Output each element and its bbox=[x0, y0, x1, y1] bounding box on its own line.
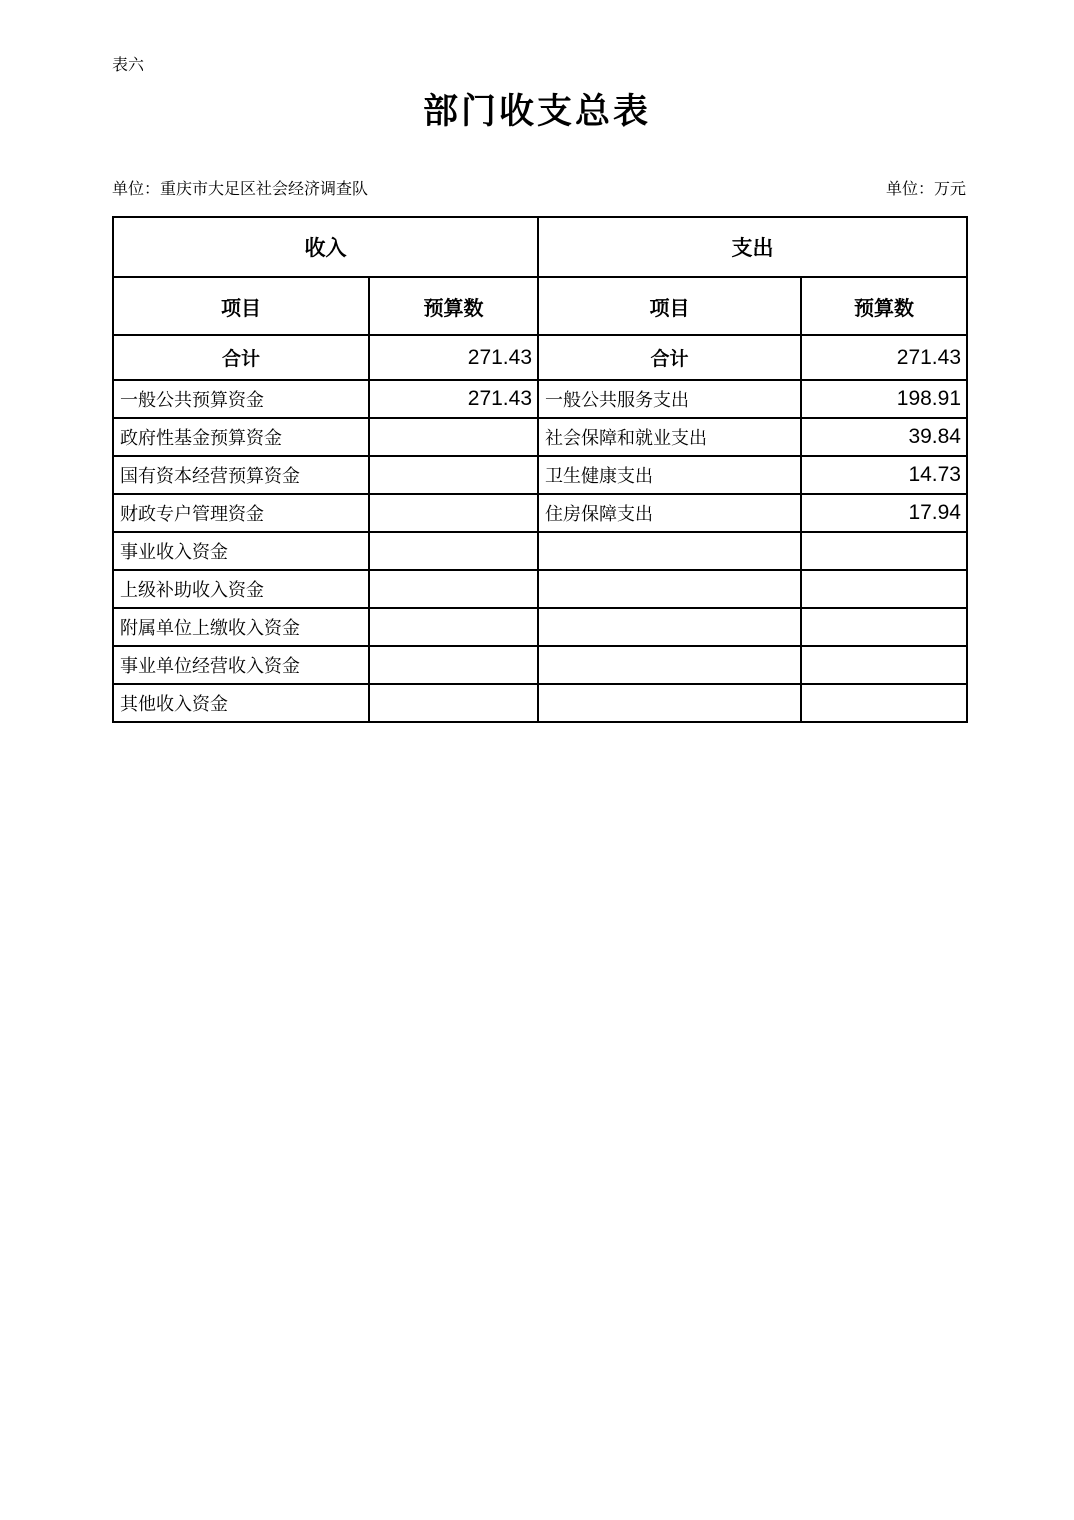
cell-income-item: 其他收入资金 bbox=[113, 684, 369, 722]
cell-expenditure-item bbox=[538, 608, 801, 646]
table-row bbox=[113, 570, 967, 608]
section-header-income: 收入 bbox=[113, 217, 538, 277]
cell-income-budget bbox=[369, 684, 538, 722]
col-header-income-item: 项目 bbox=[113, 277, 369, 335]
table-row bbox=[113, 494, 967, 532]
cell-expenditure-budget: 39.84 bbox=[801, 418, 967, 456]
col-header-expenditure-budget: 预算数 bbox=[801, 277, 967, 335]
table-number-label: 表六 bbox=[112, 57, 145, 74]
currency-unit-label: 单位：万元 bbox=[885, 181, 966, 198]
cell-income-total-value: 271.43 bbox=[369, 335, 538, 380]
cell-expenditure-item: 卫生健康支出 bbox=[538, 456, 801, 494]
cell-income-item: 一般公共预算资金 bbox=[113, 380, 369, 418]
cell-income-item: 事业单位经营收入资金 bbox=[113, 646, 369, 684]
cell-income-item: 事业收入资金 bbox=[113, 532, 369, 570]
total-row bbox=[113, 335, 967, 380]
table-row bbox=[113, 418, 967, 456]
budget-table bbox=[112, 216, 968, 723]
cell-income-budget bbox=[369, 608, 538, 646]
cell-expenditure-item bbox=[538, 570, 801, 608]
cell-expenditure-item bbox=[538, 646, 801, 684]
section-header-expenditure: 支出 bbox=[538, 217, 967, 277]
cell-income-item: 上级补助收入资金 bbox=[113, 570, 369, 608]
unit-name-label: 单位：重庆市大足区社会经济调查队 bbox=[112, 181, 369, 198]
cell-income-item: 政府性基金预算资金 bbox=[113, 418, 369, 456]
cell-income-budget bbox=[369, 532, 538, 570]
cell-income-budget bbox=[369, 570, 538, 608]
cell-income-budget bbox=[369, 646, 538, 684]
cell-expenditure-item bbox=[538, 532, 801, 570]
col-header-expenditure-item: 项目 bbox=[538, 277, 801, 335]
cell-income-item: 国有资本经营预算资金 bbox=[113, 456, 369, 494]
section-header-row bbox=[113, 217, 967, 277]
cell-expenditure-budget bbox=[801, 684, 967, 722]
cell-expenditure-budget bbox=[801, 532, 967, 570]
cell-expenditure-budget: 17.94 bbox=[801, 494, 967, 532]
table-row bbox=[113, 456, 967, 494]
cell-expenditure-item: 社会保障和就业支出 bbox=[538, 418, 801, 456]
column-header-row bbox=[113, 277, 967, 335]
unit-row bbox=[112, 176, 966, 199]
table-row bbox=[113, 646, 967, 684]
cell-income-total-label: 合计 bbox=[113, 335, 369, 380]
cell-expenditure-budget bbox=[801, 646, 967, 684]
cell-expenditure-item: 一般公共服务支出 bbox=[538, 380, 801, 418]
cell-expenditure-budget bbox=[801, 570, 967, 608]
cell-income-budget bbox=[369, 494, 538, 532]
cell-income-budget: 271.43 bbox=[369, 380, 538, 418]
cell-expenditure-item: 住房保障支出 bbox=[538, 494, 801, 532]
cell-expenditure-total-value: 271.43 bbox=[801, 335, 967, 380]
cell-expenditure-total-label: 合计 bbox=[538, 335, 801, 380]
page-title: 部门收支总表 bbox=[422, 92, 651, 131]
table-row bbox=[113, 608, 967, 646]
cell-expenditure-item bbox=[538, 684, 801, 722]
cell-income-budget bbox=[369, 418, 538, 456]
cell-income-item: 附属单位上缴收入资金 bbox=[113, 608, 369, 646]
cell-expenditure-budget bbox=[801, 608, 967, 646]
cell-expenditure-budget: 198.91 bbox=[801, 380, 967, 418]
table-row bbox=[113, 380, 967, 418]
cell-expenditure-budget: 14.73 bbox=[801, 456, 967, 494]
table-row bbox=[113, 532, 967, 570]
cell-income-budget bbox=[369, 456, 538, 494]
cell-income-item: 财政专户管理资金 bbox=[113, 494, 369, 532]
table-row bbox=[113, 684, 967, 722]
col-header-income-budget: 预算数 bbox=[369, 277, 538, 335]
